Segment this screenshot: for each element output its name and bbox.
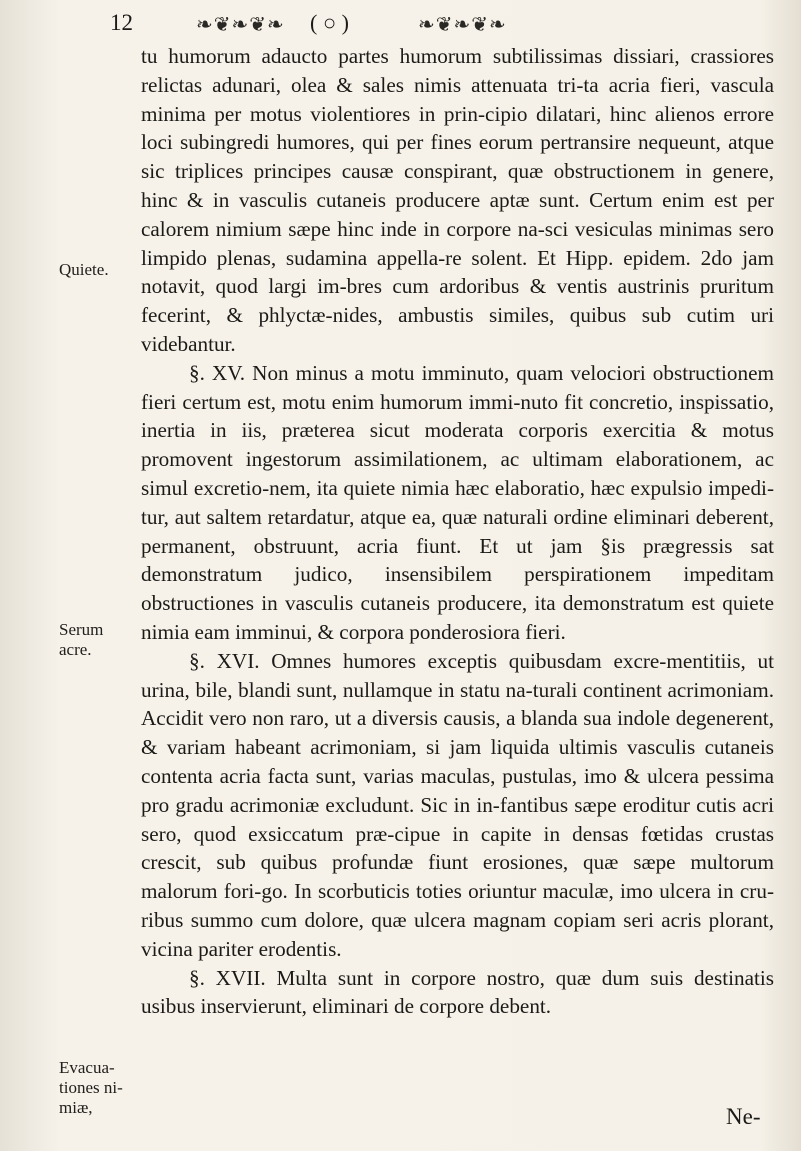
margin-note-quiete: Quiete. [59, 260, 109, 279]
margin-note-evacuationes: Evacua-tiones ni-miæ, [59, 1058, 123, 1117]
margin-note-serum-acre: Serum acre. [59, 620, 104, 659]
page-header [100, 4, 740, 44]
header-marker: ( ○ ) [310, 10, 349, 35]
paragraph-section-xvi: §. XVI. Omnes humores exceptis quibusdam excre-mentitiis, ut urina, bile, blandi sunt, nullamque in statu na-turali continent acrimoniam. Accidit vero non raro, ut a diversis causis, a blanda sua indole degenerent, & variam habeant acrimoniam, si jam liquida ultimis vasculis cutaneis contenta acria facta sunt, varias maculas, pustulas, imo & ulcera pessima pro gradu acrimoniæ excludunt. Sic in in-fantibus sæpe eroditur cutis acri sero, quod exsiccatum præ-cipue in capite in densas fœtidas crustas crescit, sub quibus profundæ fiunt erosiones, quæ sæpe multorum malorum fori-go. In scorbuticis toties oriuntur maculæ, imo ulcera in cru-ribus summo cum dolore, quæ ulcera magnam copiam seri acris plorant, vicina pariter erodentis. [141, 648, 774, 961]
ornament-right-icon: ❧❦❧❦❧ [418, 14, 507, 36]
paragraph-section-xvii: §. XVII. Multa sunt in corpore nostro, quæ dum suis destinatis usibus inservierunt, eliminari de corpore debent. [141, 965, 774, 1019]
catchword: Ne- [726, 1104, 761, 1129]
page-number: 12 [110, 10, 133, 35]
paragraph-continued: tu humorum adaucto partes humorum subtilissimas dissiari, crassiores relictas adunari, olea & sales nimis attenuata tri-ta acria fieri, vascula minima per motus violentiores in prin-cipio dilatari, hinc alienos errore loci subingredi humores, qui per fines eorum pertransire nequeunt, atque sic triplices principes causæ conspirant, quæ obstructionem in genere, hinc & in vasculis cutaneis producere aptæ sunt. Certum enim est per calorem nimium sæpe hinc inde in corpore na-sci vesiculas minimas sero limpido plenas, sudamina appella-re solent. Et Hipp. epidem. 2do jam notavit, quod largi im-bres cum ardoribus & ventis austrinis pruritum fecerint, & phlyctæ-nides, ambustis similes, quibus sub cutim uri videbantur. [141, 44, 774, 356]
body-text [141, 42, 774, 1021]
ornament-left-icon: ❧❦❧❦❧ [196, 14, 285, 36]
paragraph-section-xv: §. XV. Non minus a motu imminuto, quam velociori obstructionem fieri certum est, motu enim humorum immi-nuto fit concretio, inspissatio, inertia in iis, præterea sicut moderata corporis exercitia & motus promovent ingestorum assimilationem, ac ultimam elaborationem, ac simul excretio-nem, ita quiete nimia hæc elaboratio, hæc expulsio impedi-tur, aut saltem retardatur, atque ea, quæ naturali ordine eliminari deberent, permanent, obstruunt, acria fiunt. Et ut jam §is prægressis sat demonstratum judico, insensibilem perspirationem impeditam obstructiones in vasculis cutaneis producere, ita demonstratum est quiete nimia eam imminui, & corpora ponderosiora fieri. [141, 360, 774, 644]
